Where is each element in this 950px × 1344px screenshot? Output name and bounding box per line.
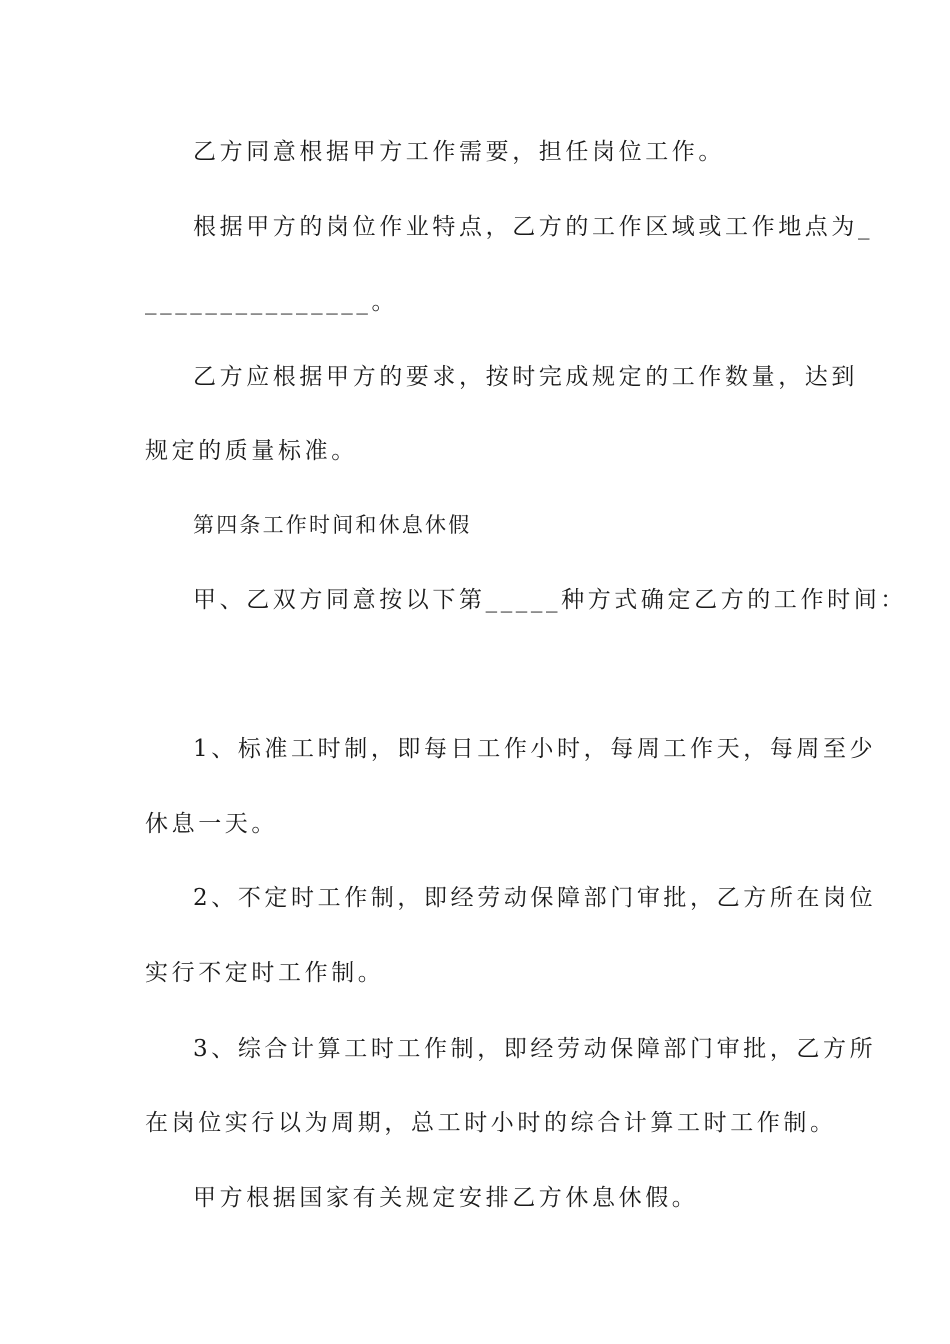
paragraph-line: 甲、乙双方同意按以下第_____种方式确定乙方的工作时间： (193, 587, 907, 613)
list-item-line: 在岗位实行以为周期，总工时小时的综合计算工时工作制。 (145, 1110, 837, 1136)
list-item-line: 2、不定时工作制，即经劳动保障部门审批，乙方所在岗位 (193, 885, 877, 911)
paragraph-line: 乙方同意根据甲方工作需要，担任岗位工作。 (193, 139, 725, 165)
paragraph-line: 甲方根据国家有关规定安排乙方休息休假。 (193, 1185, 699, 1211)
list-item-line: 3、综合计算工时工作制，即经劳动保障部门审批，乙方所 (193, 1036, 877, 1062)
paragraph-line: 根据甲方的岗位作业特点，乙方的工作区域或工作地点为_ (193, 214, 874, 240)
paragraph-line: 规定的质量标准。 (145, 438, 358, 464)
paragraph-line: 乙方应根据甲方的要求，按时完成规定的工作数量，达到 (193, 364, 858, 390)
section-heading: 第四条工作时间和休息休假 (193, 513, 472, 537)
paragraph-line: _______________。 (145, 289, 399, 315)
list-item-line: 1、标准工时制，即每日工作小时，每周工作天，每周至少 (193, 736, 877, 762)
list-item-line: 休息一天。 (145, 811, 278, 837)
list-item-line: 实行不定时工作制。 (145, 960, 385, 986)
